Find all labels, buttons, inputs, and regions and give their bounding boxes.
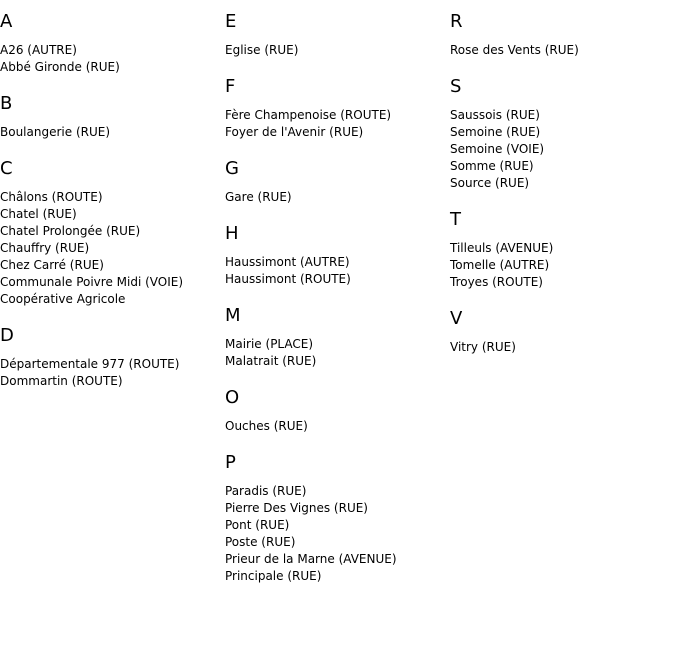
letter-heading: V (450, 308, 463, 329)
street-list (450, 42, 670, 59)
street-item[interactable]: Vitry (RUE) (450, 340, 516, 354)
street-item[interactable]: Chatel Prolongée (RUE) (0, 224, 141, 238)
street-item[interactable]: Ouches (RUE) (225, 419, 308, 433)
letter-heading: B (0, 93, 13, 114)
street-list (225, 107, 445, 141)
street-item[interactable]: Poste (RUE) (225, 535, 296, 549)
letter-group-b (0, 93, 220, 141)
street-item[interactable]: Communale Poivre Midi (VOIE) (0, 275, 184, 289)
street-item[interactable]: Boulangerie (RUE) (0, 125, 111, 139)
letter-heading: A (0, 11, 13, 32)
street-list (0, 189, 220, 308)
street-item[interactable]: Source (RUE) (450, 176, 530, 190)
street-item[interactable]: Prieur de la Marne (AVENUE) (225, 552, 397, 566)
street-item[interactable]: Saussois (RUE) (450, 108, 540, 122)
street-item[interactable]: Principale (RUE) (225, 569, 322, 583)
street-item[interactable]: Châlons (ROUTE) (0, 190, 103, 204)
letter-heading: S (450, 76, 462, 97)
letter-group-s (450, 76, 670, 192)
letter-heading: D (0, 325, 14, 346)
letter-heading: R (450, 11, 463, 32)
letter-group-c (0, 158, 220, 308)
street-list (225, 336, 445, 370)
street-item[interactable]: Somme (RUE) (450, 159, 534, 173)
street-list (225, 418, 445, 435)
street-list (225, 189, 445, 206)
letter-group-g (225, 158, 445, 206)
street-item[interactable]: Foyer de l'Avenir (RUE) (225, 125, 364, 139)
letter-group-m (225, 305, 445, 370)
letter-group-d (0, 325, 220, 390)
street-list (450, 339, 670, 356)
index-column-1 (0, 11, 220, 407)
street-item[interactable]: Pont (RUE) (225, 518, 290, 532)
letter-group-v (450, 308, 670, 356)
street-item[interactable]: Dommartin (ROUTE) (0, 374, 123, 388)
street-item[interactable]: Coopérative Agricole (0, 292, 126, 306)
letter-group-f (225, 76, 445, 141)
street-list (225, 254, 445, 288)
street-item[interactable]: Départementale 977 (ROUTE) (0, 357, 180, 371)
street-item[interactable]: Gare (RUE) (225, 190, 292, 204)
letter-heading: G (225, 158, 239, 179)
street-item[interactable]: Chez Carré (RUE) (0, 258, 104, 272)
letter-group-t (450, 209, 670, 291)
letter-heading: O (225, 387, 240, 408)
street-item[interactable]: Tilleuls (AVENUE) (450, 241, 554, 255)
street-item[interactable]: Tomelle (AUTRE) (450, 258, 550, 272)
street-item[interactable]: Paradis (RUE) (225, 484, 307, 498)
street-list (0, 42, 220, 76)
street-item[interactable]: Pierre Des Vignes (RUE) (225, 501, 368, 515)
letter-heading: T (450, 209, 461, 230)
letter-group-r (450, 11, 670, 59)
letter-heading: P (225, 452, 236, 473)
letter-heading: C (0, 158, 13, 179)
street-list (450, 240, 670, 291)
street-list (450, 107, 670, 192)
street-item[interactable]: Rose des Vents (RUE) (450, 43, 579, 57)
letter-group-p (225, 452, 445, 585)
letter-group-h (225, 223, 445, 288)
letter-group-e (225, 11, 445, 59)
street-item[interactable]: Chatel (RUE) (0, 207, 77, 221)
street-list (225, 42, 445, 59)
street-item[interactable]: Mairie (PLACE) (225, 337, 314, 351)
street-item[interactable]: Abbé Gironde (RUE) (0, 60, 120, 74)
street-item[interactable]: Eglise (RUE) (225, 43, 299, 57)
letter-heading: H (225, 223, 239, 244)
letter-group-o (225, 387, 445, 435)
street-item[interactable]: Haussimont (AUTRE) (225, 255, 350, 269)
index-column-3 (450, 11, 670, 373)
street-item[interactable]: Troyes (ROUTE) (450, 275, 543, 289)
street-list (0, 356, 220, 390)
letter-heading: M (225, 305, 241, 326)
street-item[interactable]: Semoine (RUE) (450, 125, 541, 139)
street-list (0, 124, 220, 141)
index-column-2 (225, 11, 445, 602)
street-item[interactable]: Semoine (VOIE) (450, 142, 545, 156)
street-item[interactable]: Malatrait (RUE) (225, 354, 317, 368)
street-item[interactable]: A26 (AUTRE) (0, 43, 77, 57)
street-item[interactable]: Chauffry (RUE) (0, 241, 90, 255)
street-item[interactable]: Haussimont (ROUTE) (225, 272, 351, 286)
letter-heading: E (225, 11, 237, 32)
street-list (225, 483, 445, 585)
letter-heading: F (225, 76, 236, 97)
street-item[interactable]: Fère Champenoise (ROUTE) (225, 108, 392, 122)
letter-group-a (0, 11, 220, 76)
